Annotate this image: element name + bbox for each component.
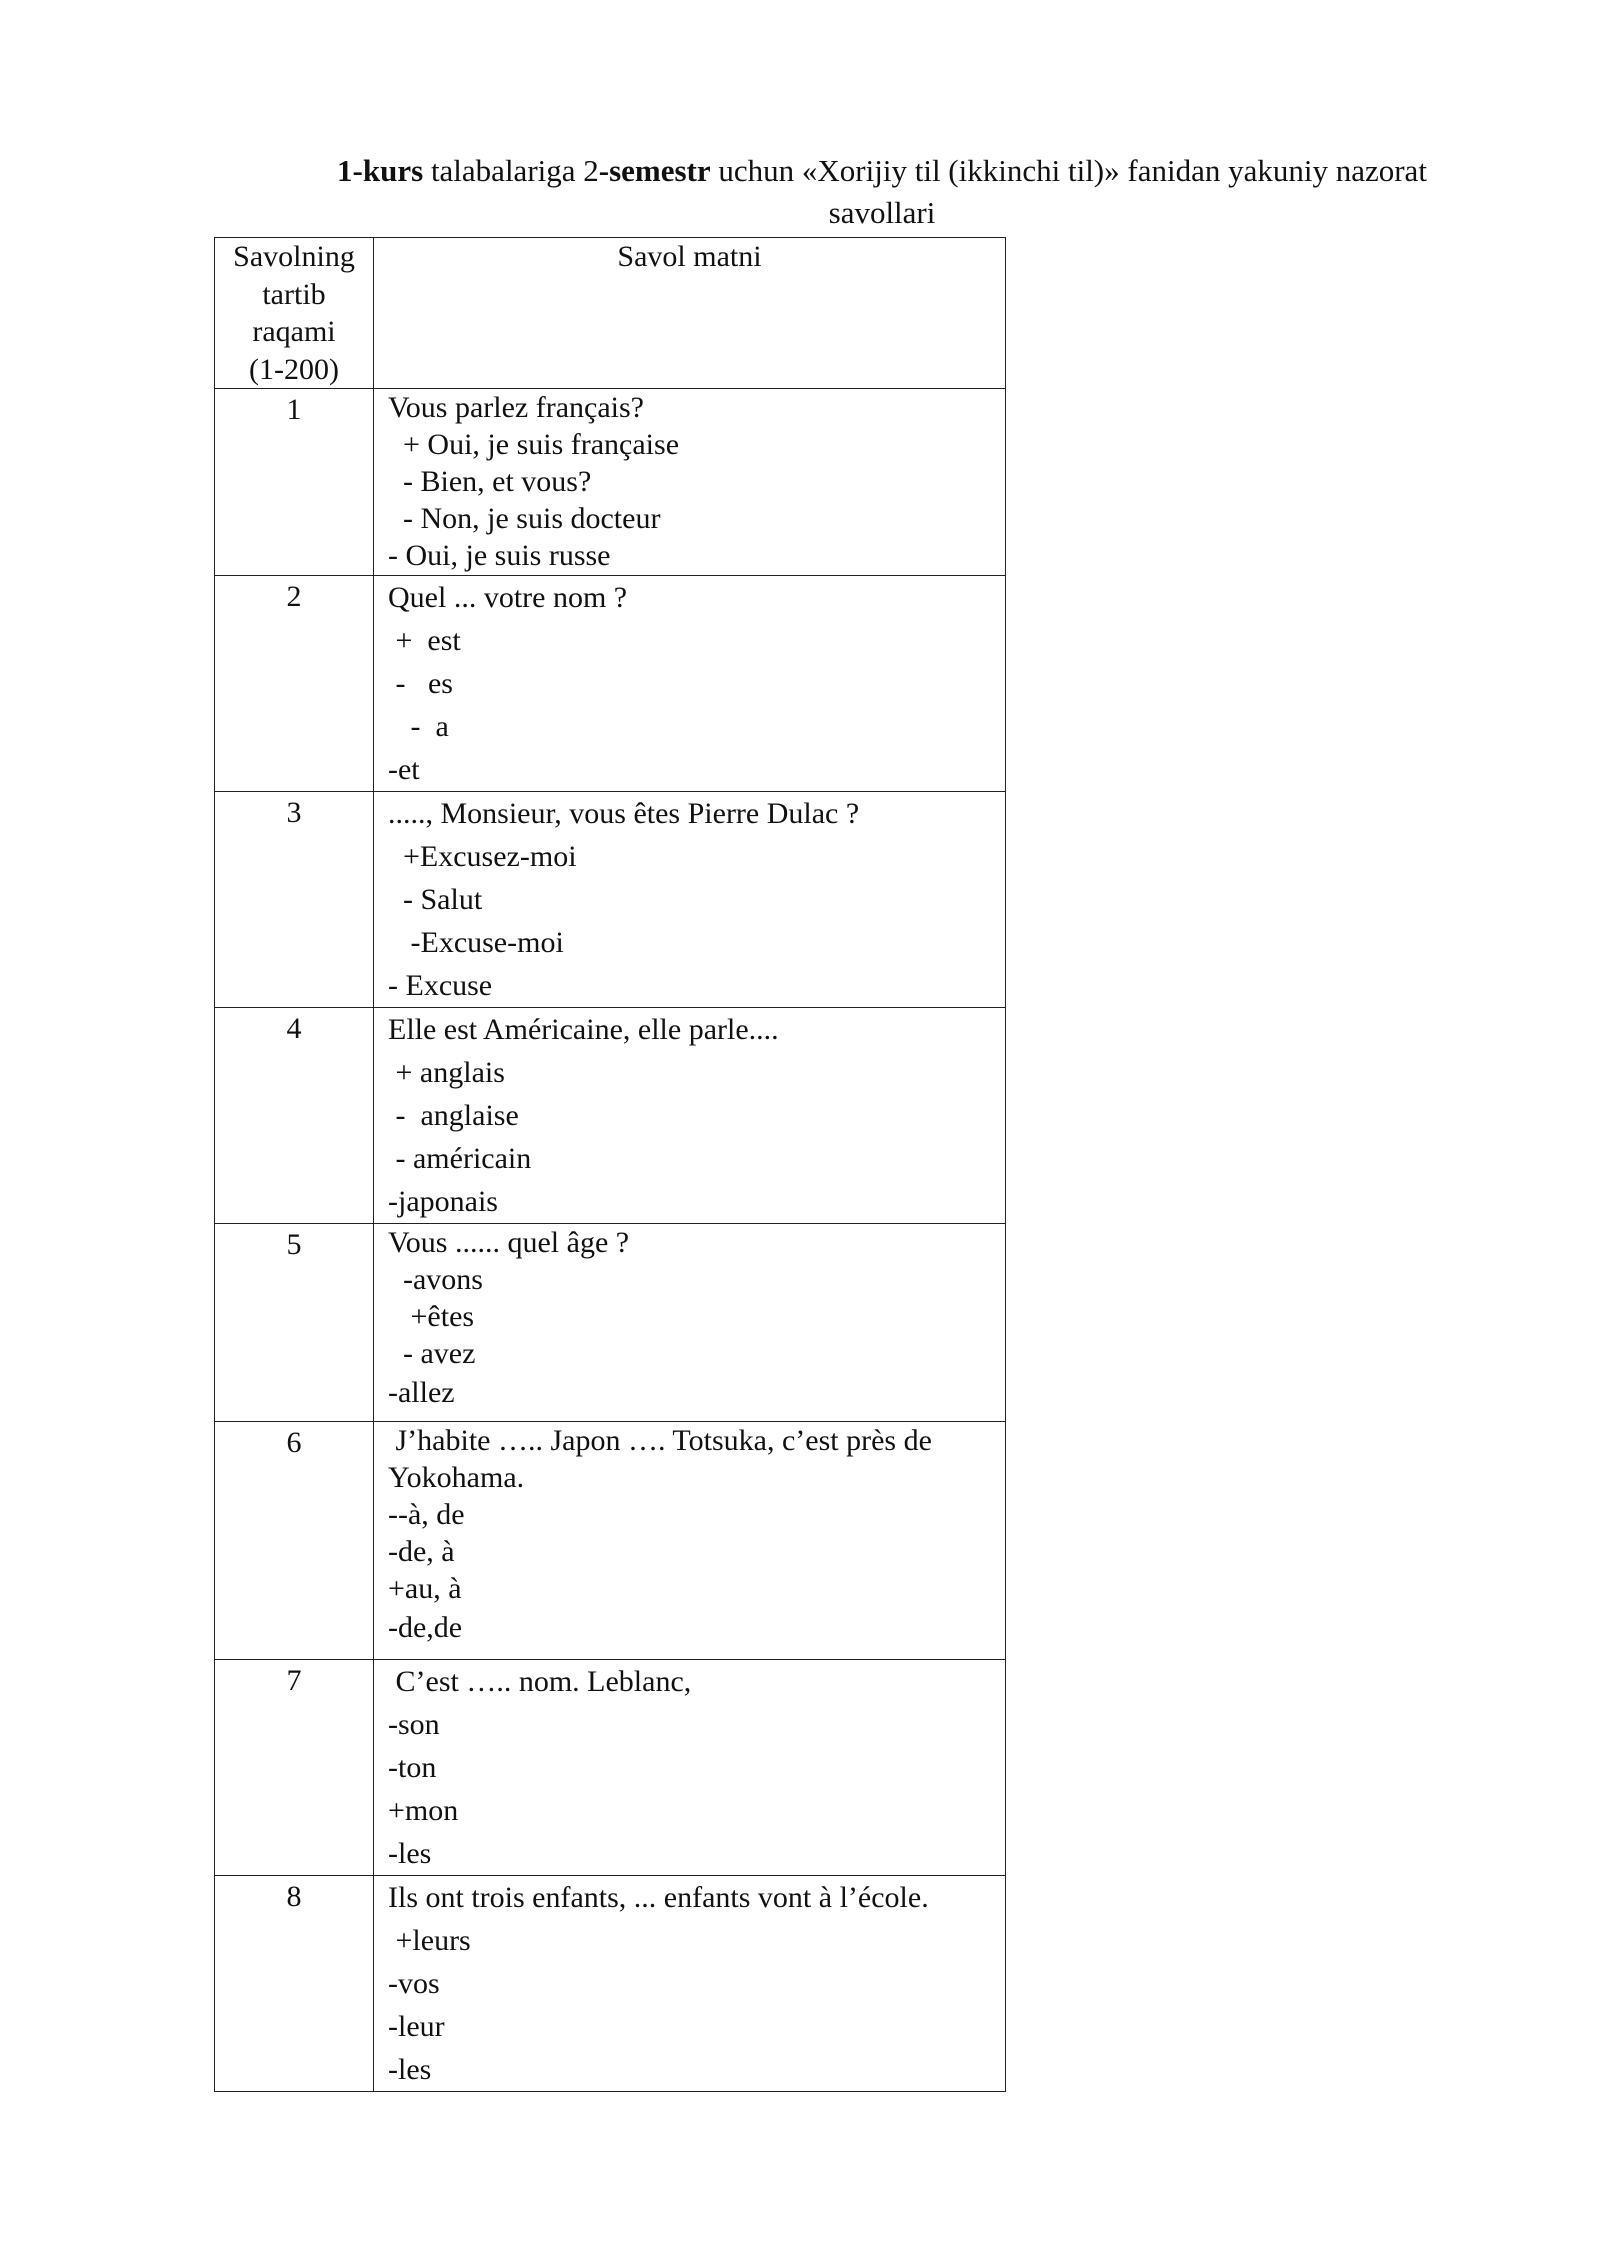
- question-number-cell: [215, 1008, 374, 1224]
- question-number: 6: [286, 1426, 302, 1459]
- question-text-cell: [374, 1224, 1006, 1422]
- answer-option: - Bien, et vous?: [388, 465, 592, 498]
- question-text-cell: [374, 1876, 1006, 2092]
- text-column-header: Savol matni: [374, 238, 1006, 389]
- question-text-cell: [374, 792, 1006, 1008]
- answer-option: +Excusez-moi: [388, 840, 577, 873]
- answer-option: - a: [388, 710, 449, 743]
- title-text-a: talabalariga 2: [423, 153, 599, 188]
- question-stem: J’habite ….. Japon …. Totsuka, c’est près de: [388, 1424, 932, 1457]
- answer-option: + Oui, je suis française: [388, 428, 680, 461]
- answer-option: -leur: [388, 2010, 445, 2043]
- answer-option: - américain: [388, 1142, 532, 1175]
- answer-option: -ton: [388, 1751, 437, 1784]
- question-stem: Vous parlez français?: [388, 391, 644, 424]
- table-row: [215, 1422, 1006, 1660]
- header-line: (1-200): [249, 352, 339, 386]
- question-number: 4: [286, 1012, 302, 1045]
- answer-option: -son: [388, 1708, 440, 1741]
- table-row: [215, 576, 1006, 792]
- answer-option: +leurs: [388, 1924, 471, 1957]
- table-row: [215, 389, 1006, 576]
- question-text-cell: [374, 1422, 1006, 1660]
- table-row: [215, 1876, 1006, 2092]
- answer-option: - Oui, je suis russe: [388, 539, 611, 572]
- question-number-cell: [215, 389, 374, 576]
- question-number-cell: [215, 576, 374, 792]
- question-number-cell: [215, 1660, 374, 1876]
- answer-option: - es: [388, 667, 453, 700]
- title-line-2: savollari: [828, 195, 936, 230]
- question-stem: Ils ont trois enfants, ... enfants vont à l’école.: [388, 1881, 929, 1914]
- question-stem: Quel ... votre nom ?: [388, 581, 628, 614]
- answer-option: -les: [388, 1837, 432, 1870]
- question-number-cell: [215, 1876, 374, 2092]
- header-line: Savolning: [233, 240, 355, 273]
- answer-option: - Excuse: [388, 969, 493, 1002]
- question-text-cell: [374, 1008, 1006, 1224]
- header-line: tartib: [262, 277, 326, 311]
- table-row: [215, 1008, 1006, 1224]
- answer-option: -avons: [388, 1263, 483, 1296]
- question-number-cell: [215, 792, 374, 1008]
- answer-option: -de,de: [388, 1611, 463, 1644]
- title-text-b: uchun «Xorijiy til (ikkinchi til)» fanidan yakuniy nazorat: [710, 153, 1427, 188]
- question-number: 7: [286, 1664, 302, 1697]
- table-header-row: [215, 238, 1006, 389]
- answer-option: -et: [388, 753, 420, 786]
- question-number-cell: [215, 1224, 374, 1422]
- answer-option: - anglaise: [388, 1099, 519, 1132]
- question-stem: Vous ...... quel âge ?: [388, 1226, 630, 1259]
- answer-option: + anglais: [388, 1056, 505, 1089]
- answer-option: -allez: [388, 1376, 455, 1409]
- table-row: [215, 1224, 1006, 1422]
- answer-option: -les: [388, 2053, 432, 2086]
- answer-option: --à, de: [388, 1498, 465, 1531]
- number-column-header: [215, 238, 374, 389]
- question-stem: Yokohama.: [388, 1461, 525, 1494]
- answer-option: +êtes: [388, 1300, 475, 1333]
- question-number: 1: [286, 393, 302, 426]
- answer-option: + est: [388, 624, 461, 657]
- questions-table: [214, 237, 1006, 2092]
- question-number-cell: [215, 1422, 374, 1660]
- question-number: 8: [286, 1880, 302, 1913]
- answer-option: -Excuse-moi: [388, 926, 564, 959]
- question-text-cell: [374, 1660, 1006, 1876]
- answer-option: +mon: [388, 1794, 459, 1827]
- question-text-cell: [374, 576, 1006, 792]
- question-number: 5: [286, 1228, 302, 1261]
- header-line: raqami: [252, 315, 336, 348]
- title-line-1: [292, 150, 1472, 192]
- answer-option: - Salut: [388, 883, 483, 916]
- question-number: 3: [286, 796, 302, 829]
- table-row: [215, 1660, 1006, 1876]
- answer-option: -de, à: [388, 1535, 455, 1568]
- answer-option: - Non, je suis docteur: [388, 502, 661, 535]
- course-label: 1-kurs: [337, 153, 424, 188]
- question-stem: C’est ….. nom. Leblanc,: [388, 1665, 692, 1698]
- answer-option: -japonais: [388, 1185, 498, 1218]
- question-number: 2: [286, 580, 302, 613]
- question-stem: ....., Monsieur, vous êtes Pierre Dulac ?: [388, 797, 860, 830]
- semester-label: -semestr: [598, 153, 711, 188]
- answer-option: - avez: [388, 1337, 476, 1370]
- answer-option: +au, à: [388, 1572, 462, 1605]
- answer-option: -vos: [388, 1967, 440, 2000]
- table-row: [215, 792, 1006, 1008]
- question-stem: Elle est Américaine, elle parle....: [388, 1013, 779, 1046]
- question-text-cell: [374, 389, 1006, 576]
- document-title: [292, 150, 1472, 234]
